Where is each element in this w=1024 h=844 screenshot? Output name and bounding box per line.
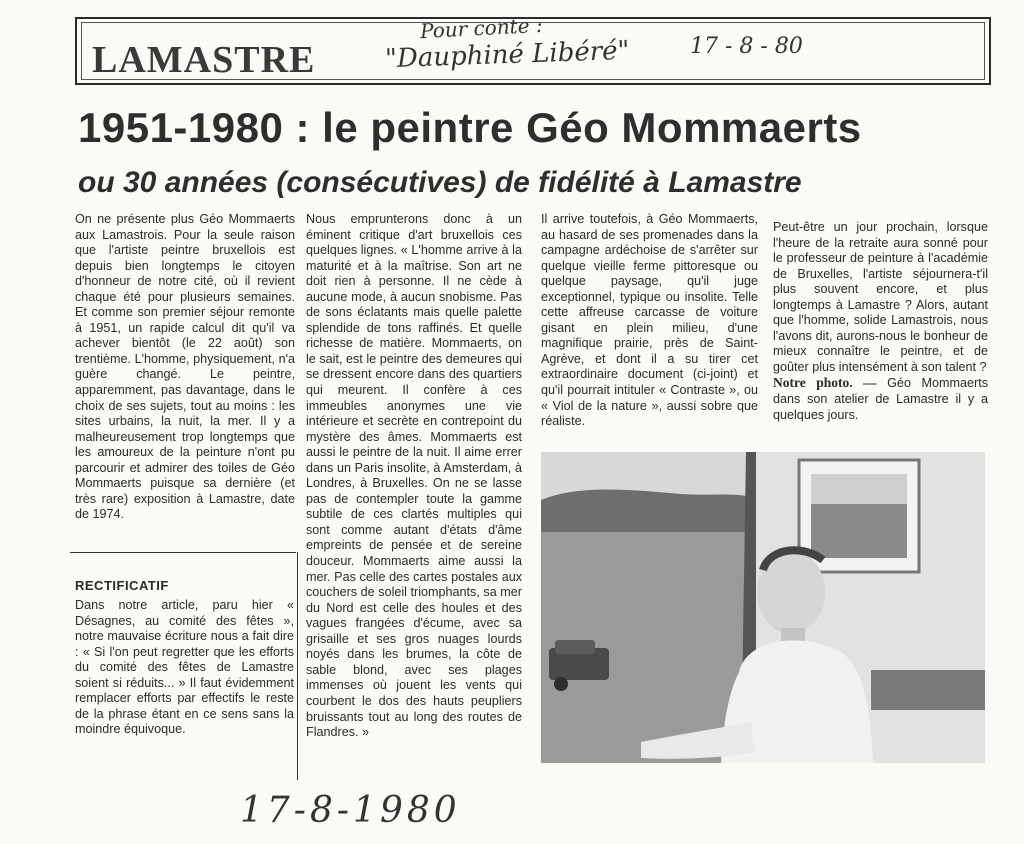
handwritten-note-line2: "Dauphiné Libéré" <box>384 35 630 75</box>
article-photo <box>541 452 985 763</box>
painting-treeline <box>541 490 756 533</box>
framed-painting-sky <box>811 474 907 504</box>
rectificatif-title: RECTIFICATIF <box>75 578 169 593</box>
article-column-4-text: Peut-être un jour prochain, lorsque l'heure de la retraite aura sonné pour le professeur de peinture à l'académie de Bruxelles, l'artiste séjournera-t'il plus souvent encore, et plus longtemps à Lamastre ? Alors, autant que l'homme, solide Lamastrois, nous l'avons dit, aurons-nous le bonheur de mieux connaître le peintre, et de goûter plus intensément à son talent ? <box>773 220 988 374</box>
handwritten-note-line1: Pour conte : <box>419 12 544 44</box>
handwritten-header-date: 17 - 8 - 80 <box>690 34 803 59</box>
photo-illustration <box>541 452 985 763</box>
article-column-4 <box>773 220 988 423</box>
article-column-1: On ne présente plus Géo Mommaerts aux Lamastrois. Pour la seule raison que l'artiste peintre bruxellois est depuis bien longtemps le citoyen d'honneur de notre cité, où il revient chaque été pour plusieurs semaines. Et comme son premier séjour remonte à 1951, un rapide calcul dit qu'il va achever bientôt (le 22 août) son trentième. L'homme, physiquement, n'a guère changé. Le peintre, apparemment, pas davantage, dans le choix de ses sujets, tout au moins : les sites urbains, la nuit, la mer. Il y a malheureusement trop longtemps que les amoureux de la peinture n'ont pu parcourir et admirer des toiles de Géo Mommaerts puisque sa dernière (et très rare) exposition à Lamastre, date de 1974. <box>75 212 295 522</box>
section-title: LAMASTRE <box>92 39 316 81</box>
photo-caption-label: Notre photo. — <box>773 375 877 391</box>
handwritten-footer-date: 17-8-1980 <box>240 790 461 831</box>
rectificatif-side-rule <box>297 552 298 780</box>
headline: 1951-1980 : le peintre Géo Mommaerts <box>78 104 862 151</box>
photo-caption-text: Géo Mommaerts dans son atelier de Lamastre il y a quelques jours. <box>773 376 989 422</box>
subheadline: ou 30 années (consécutives) de fidélité à Lamastre <box>78 166 802 199</box>
rectificatif-top-rule <box>70 552 296 553</box>
rectificatif-text: Dans notre article, paru hier « Désagnes, au comité des fêtes », notre mauvaise écriture nous a fait dire : « Si l'on peut regretter que les efforts du comité des fêtes de Lamastre soient si réduits... » Il faut évidemment remplacer efforts par effectifs le reste de la phrase étant en ce sens sans la moindre équivoque. <box>75 598 294 737</box>
studio-table <box>871 670 985 710</box>
article-column-2: Nous emprunterons donc à un éminent critique d'art bruxellois ces quelques lignes. « L'homme arrive à la maturité et à la maîtrise. Son art ne doit rien à personne. Il ne cède à aucune mode, à aucun snobisme. Pas de sons éclatants mais quelle palette splendide de tons raffinés. Et quelle richesse de matière. Mommaerts, on le sait, est le peintre des demeures qui se dressent encore dans des quartiers qui meurent. Il confère à ces immeubles anonymes une vie intérieure et secrète en contrepoint du mystère des âmes. Mommaerts est aussi le peintre de la nuit. Il aime errer dans un Paris insolite, à Amsterdam, à Londres, à Bruxelles. On ne se lasse pas de contempler toute la gamme subtile de ces clartés multiples qui sont comme autant d'états d'âme empreints de pensée et de sereine douceur. Mommaerts aime aussi la mer. Pas celle des cartes postales aux couchers de soleil triomphants, sa mer du Nord est celle des houles et des vagues frangées d'écume, avec sa grisaille et ses gros nuages lourds noyés dans les brumes, la côte de sable blond, avec ses plages immenses où jouent les vents qui courbent le dos des hauts peupliers bruissants tout au long des routes de Flandres. » <box>306 212 522 740</box>
article-column-3: Il arrive toutefois, à Géo Mommaerts, au hasard de ses promenades dans la campagne ardéchoise de s'arrêter sur quelque vieille ferme pittoresque ou quelque paysage, qu'il juge exceptionnel, typique ou insolite. Telle cette affreuse carcasse de voiture gisant en plein milieu, d'une magnifique prairie, près de Saint-Agrève, et dont il a su tirer cet extraordinaire document (ci-joint) et qu'il pourrait intituler « Contraste », ou « Viol de la nature », aussi sobre que réaliste. <box>541 212 758 429</box>
